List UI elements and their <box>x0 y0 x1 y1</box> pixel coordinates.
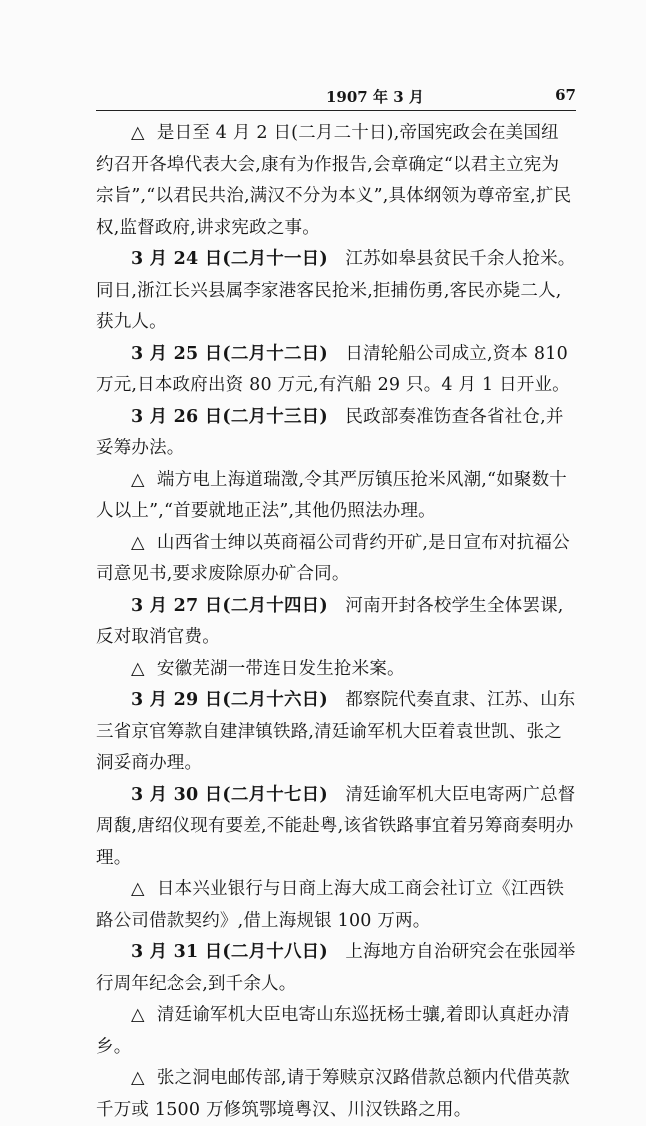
entry-9 <box>96 685 576 780</box>
entry-12 <box>96 937 576 1000</box>
page-number: 67 <box>555 86 576 104</box>
entry-6 <box>96 528 576 591</box>
entry-11 <box>96 874 576 937</box>
entry-date: 3 月 25 日(二月十二日) <box>131 343 328 364</box>
entry-text: 是日至 4 月 2 日(二月二十日),帝国宪政会在美国纽约召开各埠代表大会,康有为作报告,会章确定“以君主立宪为宗旨”,“以君民共治,满汉不分为本义”,具体纲领为尊帝室,扩民权,监督政府,讲求宪政之事。 <box>96 123 572 238</box>
entry-text: 日本兴业银行与日商上海大成工商会社订立《江西铁路公司借款契约》,借上海规银 100 万两。 <box>96 879 565 931</box>
entry-text: 清廷谕军机大臣电寄两广总督周馥,唐绍仪现有要差,不能赴粤,该省铁路事宜着另筹商奏明办理。 <box>96 784 576 868</box>
entry-text: 上海地方自治研究会在张园举行周年纪念会,到千余人。 <box>96 942 576 994</box>
entry-14 <box>96 1063 576 1126</box>
entry-text: 端方电上海道瑞澂,令其严厉镇压抢米风潮,“如聚数十人以上”,“首要就地正法”,其他仍照法办理。 <box>96 469 567 521</box>
entry-text: 清廷谕军机大臣电寄山东巡抚杨士骧,着即认真赶办清乡。 <box>96 1005 570 1057</box>
triangle-marker-icon: △ <box>131 658 145 679</box>
entry-text: 江苏如皋县贫民千余人抢米。同日,浙江长兴县属李家港客民抢米,拒捕伤勇,客民亦毙二人,获九人。 <box>96 249 576 332</box>
entry-date: 3 月 27 日(二月十四日) <box>131 595 328 616</box>
entry-text: 河南开封各校学生全体罢课,反对取消官费。 <box>96 595 564 647</box>
entry-10 <box>96 780 576 875</box>
entry-8 <box>96 654 576 686</box>
entry-2 <box>96 244 576 339</box>
triangle-marker-icon: △ <box>131 1068 145 1088</box>
entry-4 <box>96 402 576 465</box>
entry-text: 都察院代奏直隶、江苏、山东三省京官筹款自建津镇铁路,清廷谕军机大臣着袁世凯、张之洞妥商办理。 <box>96 690 576 773</box>
triangle-marker-icon: △ <box>131 879 145 899</box>
entry-date: 3 月 26 日(二月十三日) <box>131 406 328 427</box>
entry-text: 张之洞电邮传部,请于筹赎京汉路借款总额内代借英款千万或 1500 万修筑鄂境粤汉、川汉铁路之用。 <box>96 1068 570 1120</box>
entry-13 <box>96 1000 576 1063</box>
chronicle-body <box>96 118 576 1126</box>
entry-1 <box>96 118 576 244</box>
entry-text: 山西省士绅以英商福公司背约开矿,是日宣布对抗福公司意见书,要求废除原办矿合同。 <box>96 532 570 584</box>
entry-7 <box>96 591 576 654</box>
triangle-marker-icon: △ <box>131 469 145 490</box>
entry-date: 3 月 30 日(二月十七日) <box>131 784 328 805</box>
entry-date: 3 月 24 日(二月十一日) <box>131 249 328 269</box>
triangle-marker-icon: △ <box>131 532 145 553</box>
header-title: 1907 年 3 月 <box>326 88 424 106</box>
entry-text: 日清轮船公司成立,资本 810 万元,日本政府出资 80 万元,有汽船 29 只。4 月 1 日开业。 <box>96 343 570 395</box>
entry-3 <box>96 339 576 402</box>
entry-text: 安徽芜湖一带连日发生抢米案。 <box>156 658 405 679</box>
entry-5 <box>96 465 576 528</box>
running-header <box>96 86 576 111</box>
entry-text: 民政部奏准饬查各省社仓,并妥筹办法。 <box>96 406 564 458</box>
entry-date: 3 月 29 日(二月十六日) <box>131 690 328 710</box>
triangle-marker-icon: △ <box>131 1005 145 1025</box>
entry-date: 3 月 31 日(二月十八日) <box>131 942 328 962</box>
triangle-marker-icon: △ <box>131 123 145 143</box>
